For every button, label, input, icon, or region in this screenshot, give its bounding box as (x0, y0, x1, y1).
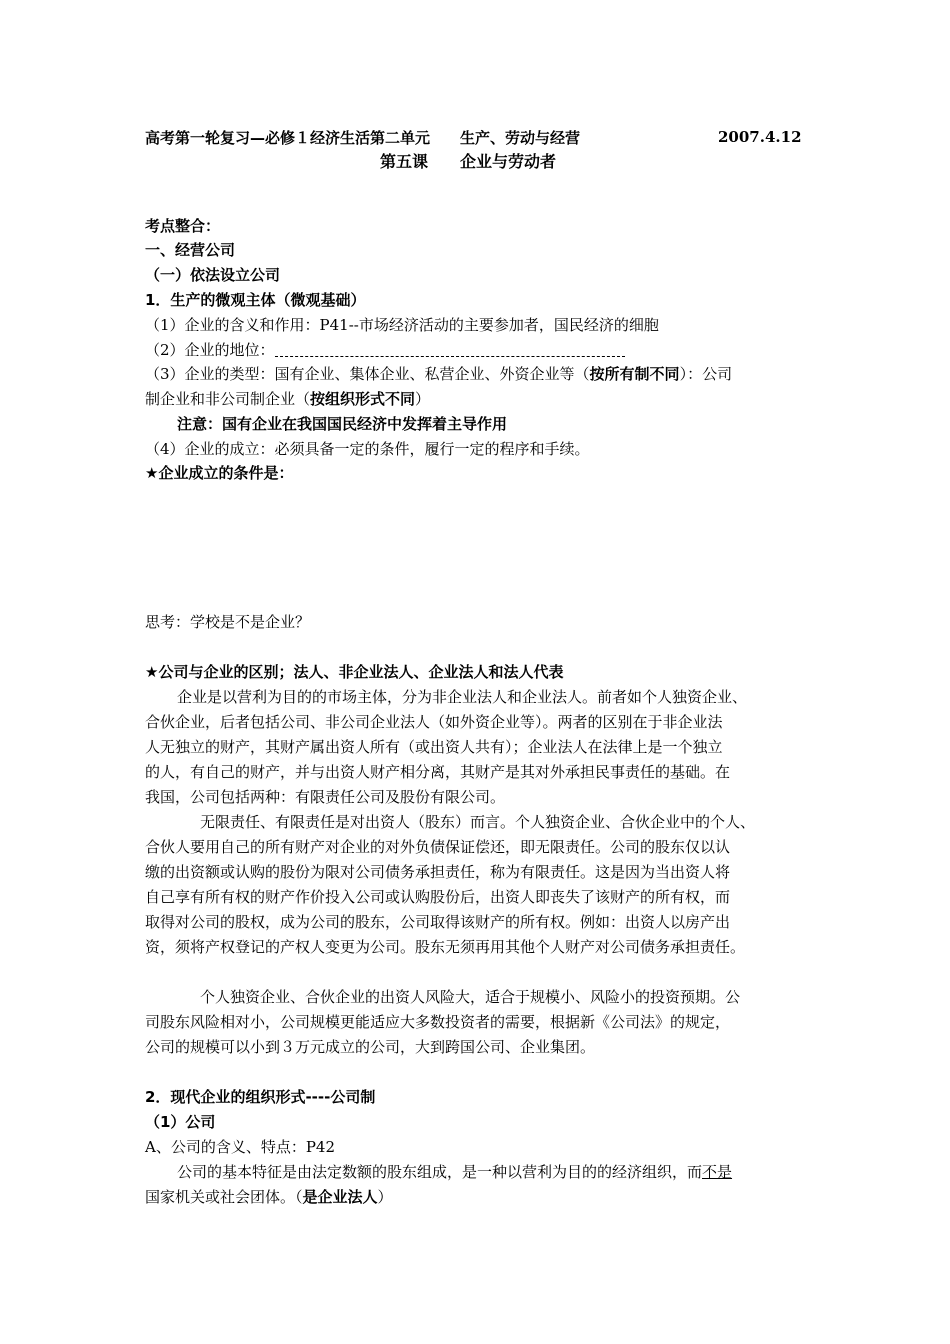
point-1-3-text3: 制企业和非公司制企业（ (145, 390, 311, 408)
point-1-heading: 1．生产的微观主体（微观基础） (145, 291, 366, 309)
kaodian-heading: 考点整合： (145, 217, 221, 235)
para1-line: 我国，公司包括两种：有限责任公司及股份有限公司。 (145, 788, 506, 806)
point-1-4: （4）企业的成立：必须具备一定的条件，履行一定的程序和手续。 (145, 440, 590, 458)
point-2-heading: 2．现代企业的组织形式----公司制 (145, 1088, 376, 1106)
point-1-3-text4: ） (415, 390, 431, 408)
star-difference: ★公司与企业的区别；法人、非企业法人、企业法人和法人代表 (145, 663, 564, 681)
para2-line: 无限责任、有限责任是对出资人（股东）而言。个人独资企业、合伙企业中的个人、 (200, 813, 756, 831)
point-1-3-bold: 按所有制不同 (589, 365, 680, 383)
point-2-c-text: 国家机关或社会团体。（ (145, 1188, 303, 1206)
para1-line: 企业是以营利为目的的市场主体，分为非企业法人和企业法人。前者如个人独资企业、 (177, 688, 748, 706)
point-1-3-bold2: 按组织形式不同 (310, 390, 416, 408)
para1-line: 合伙企业，后者包括公司、非公司企业法人（如外资企业等）。两者的区别在于非企业法 (145, 713, 723, 731)
point-2-c (145, 1187, 393, 1207)
point-2-c-bold: 是企业法人 (302, 1188, 378, 1206)
section-1-heading: 一、经营公司 (145, 241, 236, 259)
para2-line: 自己享有所有权的财产作价投入公司或认购股份后，出资人即丧失了该财产的所有权，而 (145, 888, 731, 906)
para2-line: 合伙人要用自己的所有财产对企业的对外负债保证偿还，即无限责任。公司的股东仅以认 (145, 838, 731, 856)
star-conditions: ★企业成立的条件是： (145, 464, 294, 482)
para1-line: 人无独立的财产，其财产属出资人所有（或出资人共有）；企业法人在法律上是一个独立 (145, 738, 723, 756)
point-1-1: （1）企业的含义和作用：P41--市场经济活动的主要参加者，国民经济的细胞 (145, 316, 659, 334)
para3-line: 司股东风险相对小，公司规模更能适应大多数投资者的需要，根据新《公司法》的规定， (145, 1013, 731, 1031)
para3-line: 个人独资企业、合伙企业的出资人风险大，适合于规模小、风险小的投资预期。公 (200, 988, 741, 1006)
para2-line: 缴的出资额或认购的股份为限对公司债务承担责任，称为有限责任。这是因为当出资人将 (145, 863, 731, 881)
point-2-a: A、公司的含义、特点：P42 (145, 1138, 336, 1156)
point-1-2 (145, 340, 625, 360)
point-2-1-heading: （1）公司 (145, 1113, 216, 1131)
para3-line: 公司的规模可以小到３万元成立的公司，大到跨国公司、企业集团。 (145, 1038, 596, 1056)
note-line: 注意：国有企业在我国国民经济中发挥着主导作用 (177, 415, 508, 433)
point-2-b (177, 1162, 732, 1182)
point-2-b-underline: 不是 (702, 1163, 733, 1181)
point-1-2-text: （2）企业的地位： (145, 341, 275, 359)
section-1-1-heading: （一）依法设立公司 (145, 266, 281, 284)
point-1-3-text: （3）企业的类型：国有企业、集体企业、私营企业、外资企业等（ (145, 365, 590, 383)
para2-line: 取得对公司的股权，成为公司的股东，公司取得该财产的所有权。例如：出资人以房产出 (145, 913, 731, 931)
point-2-c-text2: ） (377, 1188, 393, 1206)
header-line: 高考第一轮复习—必修１经济生活第二单元 生产、劳动与经营 (145, 129, 581, 147)
header-date: 2007.4.12 (718, 128, 802, 146)
think-question: 思考：学校是不是企业？ (145, 613, 311, 631)
point-2-b-text: 公司的基本特征是由法定数额的股东组成，是一种以营利为目的的经济组织，而 (177, 1163, 703, 1181)
para1-line: 的人，有自己的财产，并与出资人财产相分离，其财产是其对外承担民事责任的基础。在 (145, 763, 731, 781)
point-1-3-text2: ）：公司 (679, 365, 733, 383)
lesson-title: 第五课 企业与劳动者 (380, 152, 557, 171)
point-1-3-line2 (145, 389, 430, 409)
point-1-3-line1 (145, 364, 732, 384)
blank-line (275, 346, 625, 357)
para2-line: 资，须将产权登记的产权人变更为公司。股东无须再用其他个人财产对公司债务承担责任。 (145, 938, 746, 956)
